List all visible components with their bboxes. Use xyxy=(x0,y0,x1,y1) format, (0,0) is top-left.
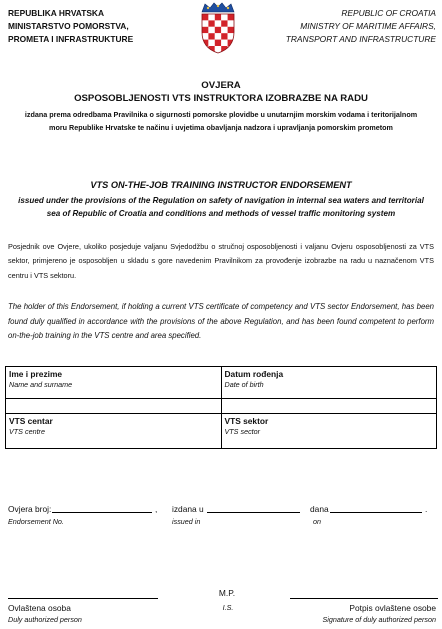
crest-square xyxy=(228,40,234,46)
crest-square xyxy=(215,40,221,46)
vts-centre-field[interactable] xyxy=(6,414,222,449)
endorsement-no-label-en: Endorsement No. xyxy=(8,517,64,526)
name-label-en: Name and surname xyxy=(9,380,73,389)
sector-label-en: VTS sector xyxy=(224,427,261,436)
date-input[interactable] xyxy=(330,512,422,513)
paragraph-hr: Posjednik ove Ovjere, ukoliko posjeduje valjanu Svjedodžbu o stručnoj osposobljenosti i valjanu Ovjeru osposobljenosti za VTS sektor, primjereno je osposobljen u skladu s gore navedenim Pravilnikom za provođenje izobrazbe na radu u naznačenom VTS centru i VTS sektoru. xyxy=(8,242,434,280)
croatian-coat-of-arms-icon xyxy=(198,2,238,54)
signature-line[interactable] xyxy=(290,598,438,599)
crest-square xyxy=(221,27,227,33)
crest-square xyxy=(202,20,208,26)
crest-square xyxy=(215,33,221,39)
issued-in-label-en: issued in xyxy=(172,517,201,526)
crest-square xyxy=(215,46,221,52)
header-left xyxy=(8,7,133,47)
signature-label-en: Signature of duly authorized person xyxy=(322,615,436,624)
crest-square xyxy=(215,20,221,26)
header-left-line1: REPUBLIKA HRVATSKA xyxy=(8,8,105,18)
title-hr-body: izdana prema odredbama Pravilnika o sigurnosti pomorske plovidbe u unutarnjim morskim vodama i teritorijalnom moru Republike Hrvatske te načinu i uvjetima obavljanja nadzora i upravljanja pomorskim prometom xyxy=(24,110,418,132)
crest-square xyxy=(208,33,214,39)
crest-square xyxy=(208,40,214,46)
crest-square xyxy=(215,27,221,33)
crest-square xyxy=(228,14,234,20)
signature-label: Potpis ovlaštene osobe xyxy=(349,603,436,613)
crest-square xyxy=(208,20,214,26)
crest-square xyxy=(221,14,227,20)
sector-label-hr: VTS sektor xyxy=(224,416,269,426)
header-right-line3: TRANSPORT AND INFRASTRUCTURE xyxy=(285,34,436,45)
holder-details-table xyxy=(5,366,437,449)
crown-icon xyxy=(202,3,234,12)
date-label-en: on xyxy=(313,517,321,526)
paragraph-en: The holder of this Endorsement, if holding a current VTS certificate of competency and VTS sector Endorsement, has been found duly qualified in accordance with the provisions of the above Regulation, and has been found competent to perform on-the-job training in the VTS centre and area specified. xyxy=(8,302,434,341)
title-en-line1: VTS ON-THE-JOB TRAINING INSTRUCTOR ENDORSEMENT xyxy=(90,180,352,190)
title-hr-line1: OVJERA xyxy=(201,80,241,91)
crest-square xyxy=(202,40,208,46)
table-spacer xyxy=(221,399,437,414)
crest-square xyxy=(228,20,234,26)
mp-stamp-label: M.P. xyxy=(218,588,236,598)
header-right xyxy=(286,7,436,47)
issued-in-label: izdana u xyxy=(172,504,204,514)
name-label-hr: Ime i prezime xyxy=(9,369,63,379)
centre-label-hr: VTS centar xyxy=(9,416,53,426)
centre-label-en: VTS centre xyxy=(9,427,45,436)
title-hr-line2: OSPOSOBLJENOSTI VTS INSTRUKTORA IZOBRAZBE NA RADU xyxy=(74,93,368,104)
name-field[interactable] xyxy=(6,367,222,399)
crest-square xyxy=(228,27,234,33)
crest-square xyxy=(202,14,208,20)
authorized-person-line[interactable] xyxy=(8,598,158,599)
authorized-person-label: Ovlaštena osoba xyxy=(8,603,71,613)
header-right-line1: REPUBLIC OF CROATIA xyxy=(341,8,436,18)
is-stamp-label: I.S. xyxy=(222,603,234,612)
endorsement-no-label: Ovjera broj: xyxy=(8,504,52,514)
header-right-line2: MINISTRY OF MARITIME AFFAIRS, xyxy=(300,21,436,32)
crest-square xyxy=(221,33,227,39)
crest-square xyxy=(202,27,208,33)
title-en-body: issued under the provisions of the Regulation on safety of navigation in internal sea waters and territorial sea of Republic of Croatia and conditions and methods of vessel traffic monitoring system xyxy=(18,196,424,218)
endorsement-no-input[interactable] xyxy=(52,512,152,513)
crest-square xyxy=(208,27,214,33)
crest-square xyxy=(221,20,227,26)
crest-square xyxy=(215,14,221,20)
dob-field[interactable] xyxy=(221,367,437,399)
comma-separator-1: , xyxy=(155,504,158,514)
table-spacer xyxy=(6,399,222,414)
dob-label-hr: Datum rođenja xyxy=(224,369,284,379)
authorized-person-label-en: Duly authorized person xyxy=(8,615,82,624)
crest-square xyxy=(221,40,227,46)
issued-in-input[interactable] xyxy=(207,512,300,513)
crest-square xyxy=(208,14,214,20)
vts-sector-field[interactable] xyxy=(221,414,437,449)
header-left-line3: PROMETA I INFRASTRUKTURE xyxy=(8,34,134,45)
period-separator: . xyxy=(425,504,428,514)
header-left-line2: MINISTARSTVO POMORSTVA, xyxy=(8,21,129,32)
dob-label-en: Date of birth xyxy=(224,380,264,389)
date-label: dana xyxy=(310,504,329,514)
